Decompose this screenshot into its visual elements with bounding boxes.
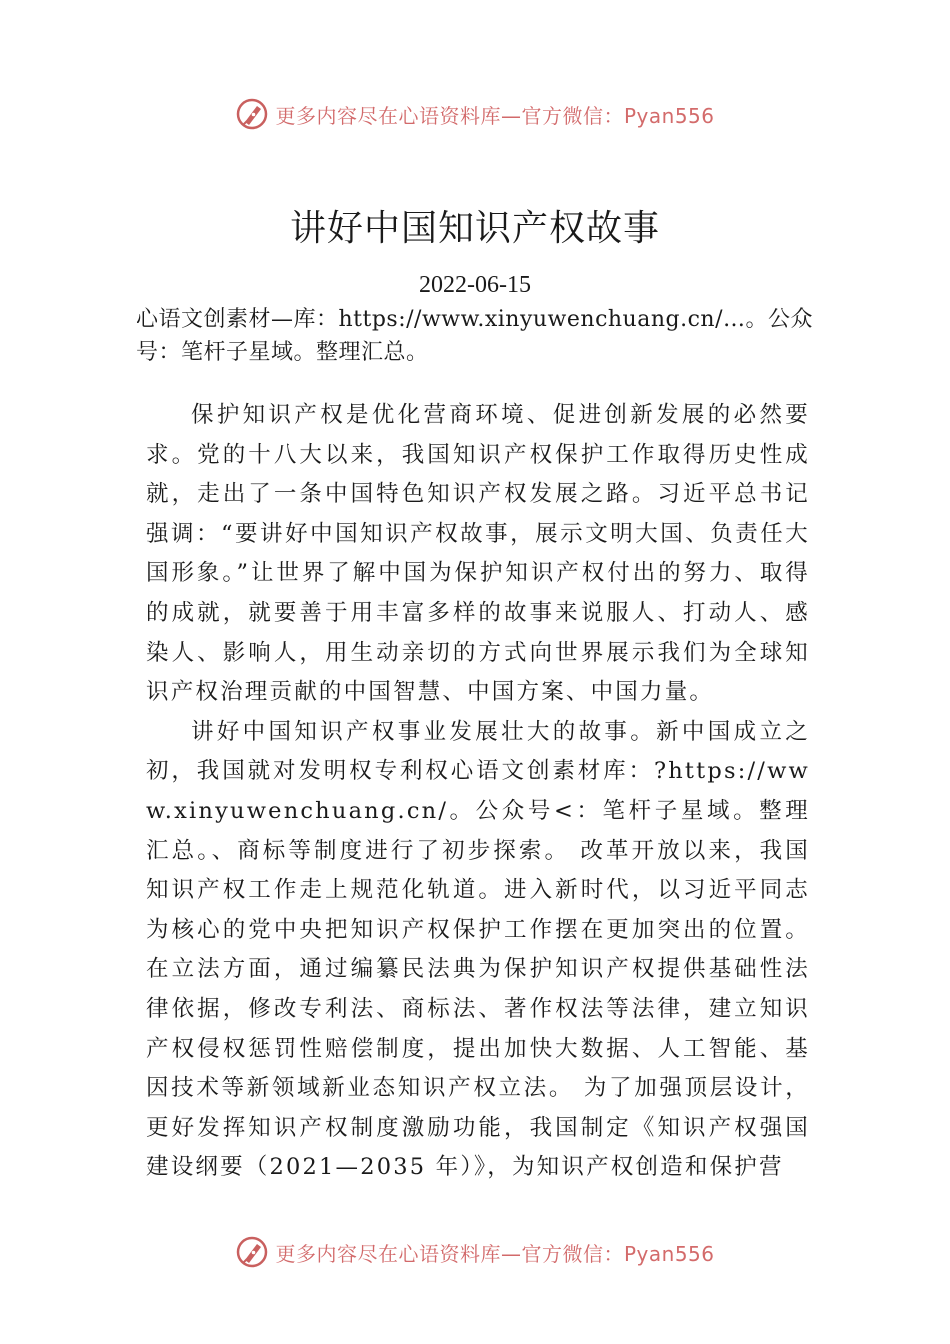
source-note: 心语文创素材—库：https://www.xinyuwenchuang.cn/…。公众号：笔杆子星域。整理汇总。 (136, 307, 813, 365)
article-body (146, 396, 810, 1188)
header-banner (0, 94, 950, 134)
pen-nib-logo-icon (235, 1235, 269, 1269)
footer-banner-handle: Pyan556 (623, 1241, 715, 1266)
header-banner-handle: Pyan556 (623, 103, 715, 128)
article-date: 2022-06-15 (419, 272, 531, 298)
footer-banner-text: 更多内容尽在心语资料库—官方微信：Pyan556 (275, 1241, 715, 1266)
footer-banner (0, 1232, 950, 1272)
paragraph: 保护知识产权是优化营商环境、促进创新发展的必然要求。党的十八大以来，我国知识产权保护工作取得历史性成就，走出了一条中国特色知识产权发展之路。习近平总书记强调：“要讲好中国知识产权故事，展示文明大国、负责任大国形象。”让世界了解中国为保护知识产权付出的努力、取得的成就，就要善于用丰富多样的故事来说服人、打动人、感染人、影响人，用生动亲切的方式向世界展示我们为全球知识产权治理贡献的中国智慧、中国方案、中国力量。 (146, 402, 810, 706)
header-banner-text: 更多内容尽在心语资料库—官方微信：Pyan556 (275, 103, 715, 128)
pen-nib-logo-icon (235, 97, 269, 131)
paragraph: 讲好中国知识产权事业发展壮大的故事。新中国成立之初，我国就对发明权专利权心语文创素材库：?https://www.xinyuwenchuang.cn/。公众号<：笔杆子星域。整理汇总。、商标等制度进行了初步探索。 改革开放以来，我国知识产权工作走上规范化轨道。进入新时代，以习近平同志为核心的党中央把知识产权保护工作摆在更加突出的位置。在立法方面，通过编纂民法典为保护知识产权提供基础性法律依据，修改专利法、商标法、著作权法等法律，建立知识产权侵权惩罚性赔偿制度，提出加快大数据、人工智能、基因技术等新领域新业态知识产权立法。 为了加强顶层设计，更好发挥知识产权制度激励功能，我国制定《知识产权强国建设纲要（2021—2035 年）》，为知识产权创造和保护营 (146, 718, 810, 1181)
article-title: 讲好中国知识产权故事 (289, 208, 660, 249)
